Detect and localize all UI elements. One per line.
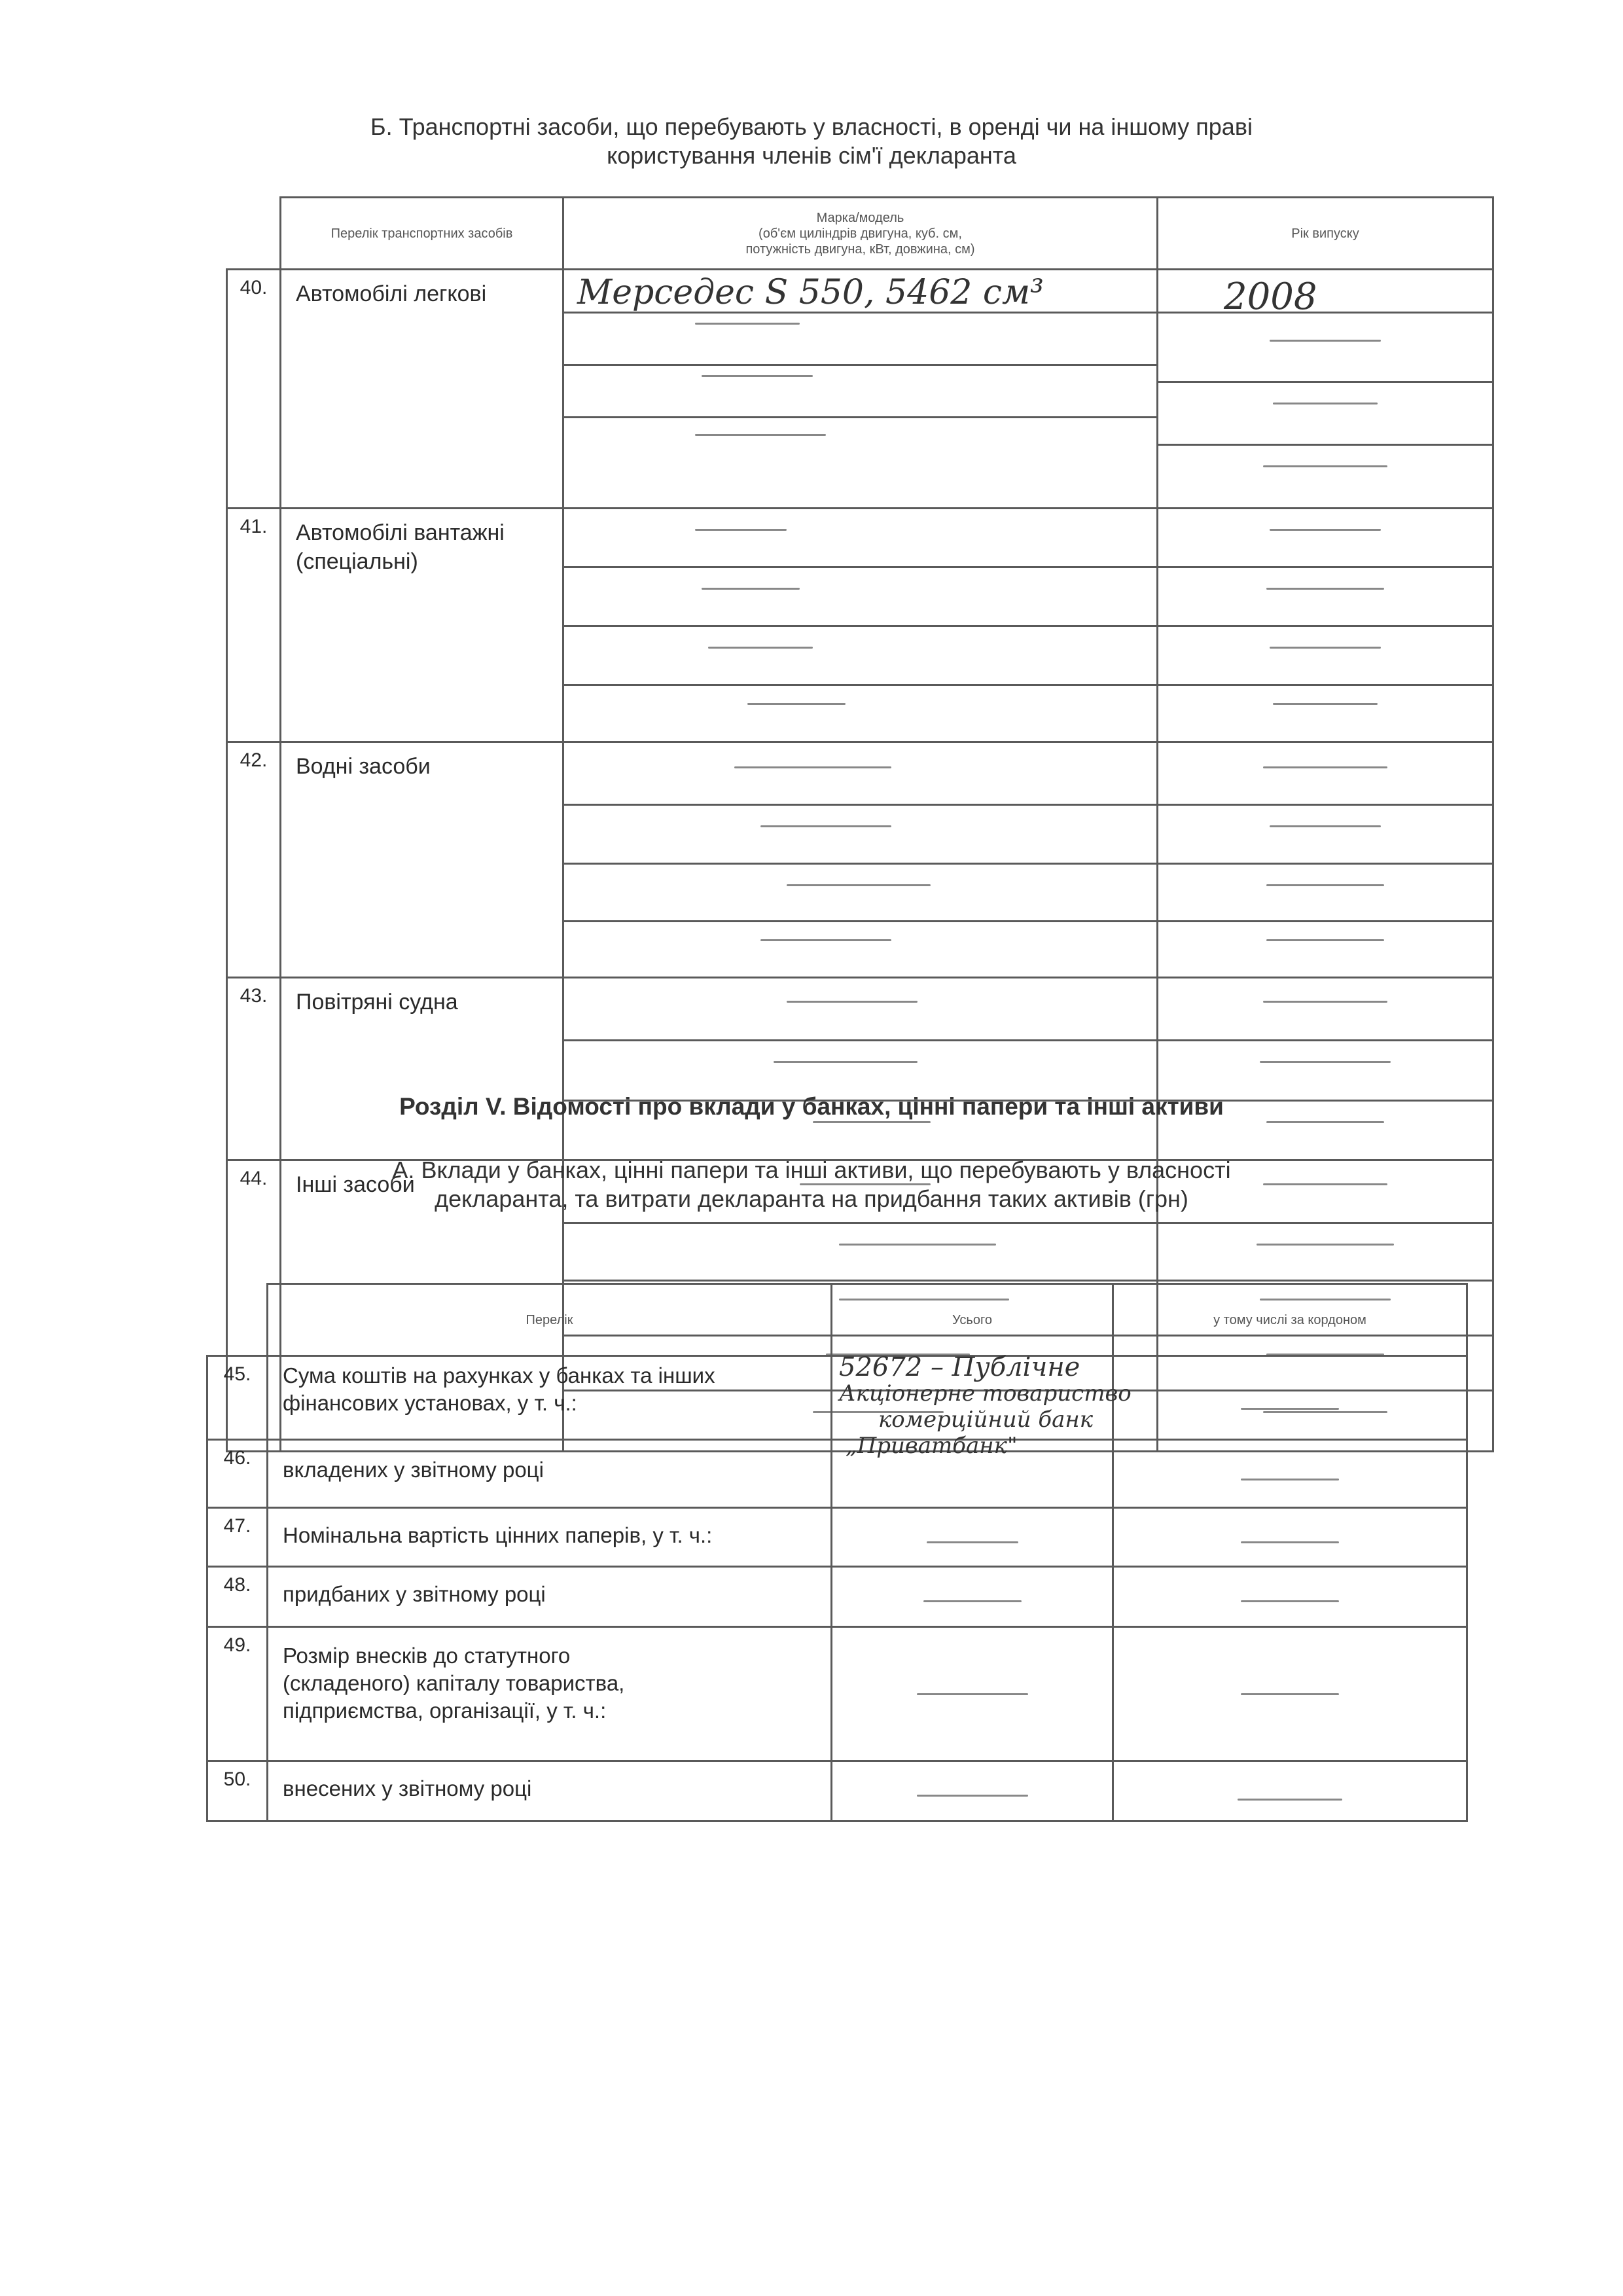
- row-label: Номінальна вартість цінних паперів, у т. ч.:: [268, 1508, 832, 1567]
- row-label: Сума коштів на рахунках у банках та інших фінансових установах, у т. ч.:: [268, 1356, 832, 1440]
- table-row: [207, 1567, 1467, 1627]
- total-cell: [832, 1761, 1113, 1821]
- model-cell: [563, 978, 1158, 1160]
- row-label: Автомобілі вантажні (спеціальні): [281, 509, 563, 742]
- row-number: 49.: [207, 1627, 268, 1761]
- model-cell: [563, 270, 1158, 509]
- table-row: [227, 509, 1493, 742]
- row-label: Автомобілі легкові: [281, 270, 563, 509]
- section-v-subtitle-line2: декларанта, та витрати декларанта на придбання таких активів (грн): [435, 1185, 1188, 1212]
- section-b-title-line1: Б. Транспортні засоби, що перебувають у власності, в оренді чи на іншому праві: [370, 113, 1253, 140]
- handwritten-total-line4: „Приватбанк": [846, 1433, 1018, 1459]
- header-num-cell: [207, 1284, 268, 1356]
- handwritten-total-line1: 52672 – Публічне: [839, 1352, 1080, 1382]
- abroad-cell: [1113, 1627, 1467, 1761]
- table-row: [227, 742, 1493, 978]
- row-number: 48.: [207, 1567, 268, 1627]
- row-number: 40.: [227, 270, 281, 509]
- header-model-line1: Марка/модель: [816, 210, 904, 225]
- row-label: Повітряні судна: [281, 978, 563, 1160]
- header-model: [563, 198, 1158, 270]
- row-number: 47.: [207, 1508, 268, 1567]
- assets-table: [206, 1283, 1468, 1822]
- model-cell: [563, 509, 1158, 742]
- handwritten-total: [839, 1354, 1179, 1459]
- row-label: Інші засоби: [281, 1160, 563, 1452]
- section-v-title: Розділ V. Відомості про вклади у банках, цінні папери та інші активи: [399, 1093, 1224, 1120]
- handwritten-total-line2: Акціонерне товариство: [839, 1380, 1132, 1407]
- header-model-line2: (об'єм циліндрів двигуна, куб. см,: [758, 226, 962, 241]
- year-cell: [1158, 270, 1493, 509]
- row-label: вкладених у звітному році: [268, 1440, 832, 1508]
- row-number: 50.: [207, 1761, 268, 1821]
- total-cell: [832, 1352, 1132, 1459]
- row-label: придбаних у звітному році: [268, 1567, 832, 1627]
- abroad-cell: [1113, 1761, 1467, 1821]
- abroad-cell: [1113, 1508, 1467, 1567]
- total-cell: [832, 1627, 1113, 1761]
- table-row: [207, 1508, 1467, 1567]
- row-number: 44.: [227, 1160, 281, 1452]
- table-row: [207, 1356, 1467, 1440]
- table-row: [227, 978, 1493, 1160]
- table-row: [207, 1761, 1467, 1821]
- handwritten-model: Мерседес S 550, 5462 см³: [577, 273, 1044, 312]
- header-model-line3: потужність двигуна, кВт, довжина, см): [745, 242, 975, 257]
- header-abroad: у тому числі за кордоном: [1113, 1284, 1467, 1356]
- header-list: Перелік: [268, 1284, 832, 1356]
- handwritten-year: 2008: [1224, 276, 1317, 318]
- table-row: [207, 1440, 1467, 1508]
- row-number: 46.: [207, 1440, 268, 1508]
- row-number: 41.: [227, 509, 281, 742]
- header-list: Перелік транспортних засобів: [281, 198, 563, 270]
- total-cell: [832, 1508, 1113, 1567]
- row-label: внесених у звітному році: [268, 1761, 832, 1821]
- model-cell: [563, 742, 1158, 978]
- row-number: 43.: [227, 978, 281, 1160]
- year-cell: [1158, 509, 1493, 742]
- row-label: Розмір внесків до статутного (складеного) капіталу товариства, підприємства, організації, у т. ч.:: [268, 1627, 832, 1761]
- total-cell: [832, 1567, 1113, 1627]
- handwritten-total-line3: комерційний банк: [878, 1407, 1094, 1433]
- row-number: 45.: [207, 1356, 268, 1440]
- year-cell: [1158, 742, 1493, 978]
- header-num-cell: [227, 198, 281, 270]
- section-b-title-line2: користування членів сім'ї декларанта: [607, 142, 1016, 169]
- header-total: Усього: [832, 1284, 1113, 1356]
- table-row: [207, 1627, 1467, 1761]
- row-label: Водні засоби: [281, 742, 563, 978]
- transport-table: [226, 196, 1494, 1452]
- table-row: [227, 270, 1493, 509]
- section-v-subtitle-line1: А. Вклади у банках, цінні папери та інші активи, що перебувають у власності: [392, 1157, 1231, 1183]
- row-number: 42.: [227, 742, 281, 978]
- abroad-cell: [1113, 1567, 1467, 1627]
- year-cell: [1158, 978, 1493, 1160]
- header-year: Рік випуску: [1158, 198, 1493, 270]
